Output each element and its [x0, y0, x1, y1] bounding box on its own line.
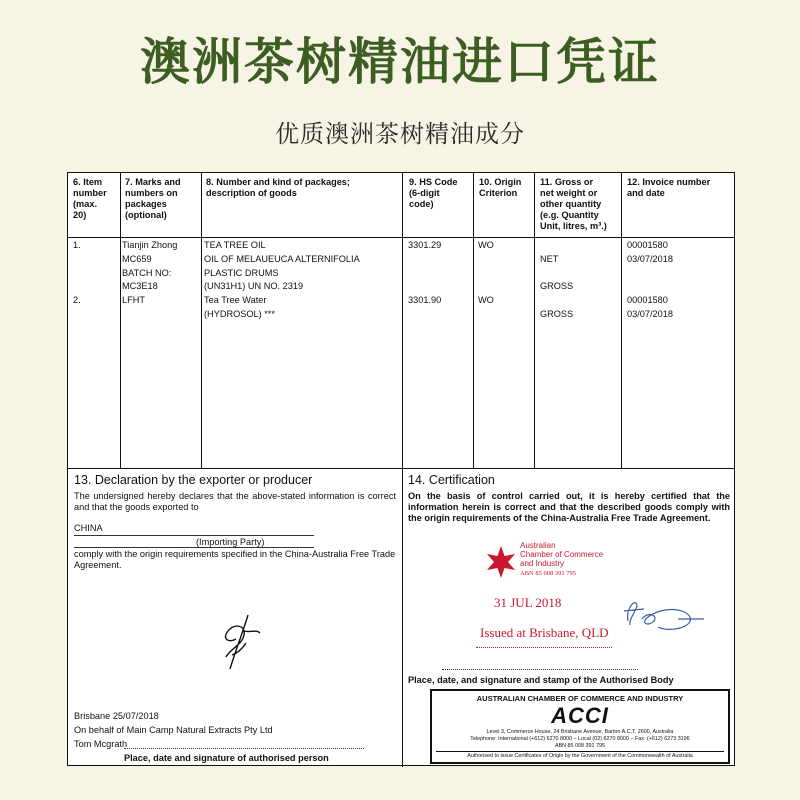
declaration-title: 13. Declaration by the exporter or producer	[74, 473, 313, 487]
certificate-of-origin-form	[67, 172, 735, 766]
header-invoice: 12. Invoice number and date	[627, 177, 711, 198]
declaration-text: The undersigned hereby declares that the above-stated information is correct and that the goods exported to	[74, 491, 396, 512]
header-weight: 11. Gross or net weight or other quantity (e.g. Quantity Unit, litres, m³.)	[540, 177, 607, 231]
packages-column: TEA TREE OIL OIL OF MELAUEUCA ALTERNIFOLIA PLASTIC DRUMS (UN31H1) UN NO. 2319 Tea Tree Water (HYDROSOL) ***	[204, 240, 360, 319]
origin-column: WO WO	[478, 240, 494, 306]
header-item-number: 6. Item number (max. 20)	[73, 177, 107, 220]
certification-footer: Place, date, and signature and stamp of the Authorised Body	[408, 675, 674, 685]
chamber-star-icon	[484, 545, 518, 579]
declaration-place-date: Brisbane 25/07/2018	[74, 711, 159, 721]
importing-party-underline	[74, 547, 314, 548]
certifier-signature	[618, 593, 708, 637]
weight-column: NET GROSS GROSS	[540, 253, 574, 319]
acci-phone: Telephone: International (+612) 6270 8000 – Local (02) 6270 8000 – Fax: (+612) 6273 3196	[470, 736, 690, 742]
header-hs-code: 9. HS Code (6-digit code)	[409, 177, 458, 209]
stamp-underline	[476, 647, 612, 648]
acci-abn: ABN 85 008 391 795	[554, 743, 606, 749]
acci-logo: ACCI	[551, 703, 609, 728]
page-headline: 澳洲茶树精油进口凭证	[140, 33, 660, 91]
importing-country: CHINA	[74, 523, 103, 533]
comply-text: comply with the origin requirements specified in the China-Australia Free Trade Agreement.	[74, 549, 396, 570]
header-origin: 10. Origin Criterion	[479, 177, 522, 198]
acci-org-name: AUSTRALIAN CHAMBER OF COMMERCE AND INDUSTRY	[476, 694, 684, 703]
header-marks: 7. Marks and numbers on packages (optional)	[125, 177, 181, 220]
declaration-footer: Place, date and signature of authorised person	[124, 753, 329, 763]
col-divider	[201, 173, 202, 468]
item-number-column: 1. 2.	[73, 240, 81, 306]
certification-title: 14. Certification	[408, 473, 495, 487]
chamber-name-line-3: and Industry	[520, 559, 565, 568]
col-divider	[621, 173, 622, 468]
acci-divider	[436, 751, 724, 752]
stamp-date: 31 JUL 2018	[494, 595, 562, 610]
page-subheadline: 优质澳洲茶树精油成分	[275, 120, 525, 148]
certification-signature-line	[442, 669, 638, 670]
chamber-name-line-1: Australian	[520, 541, 556, 550]
acci-address: Level 3, Commerce House, 24 Brisbane Avenue, Barton A.C.T. 2600, Australia	[486, 729, 674, 735]
marks-column: Tianjin Zhong MC659 BATCH NO: MC3E18 LFHT	[122, 240, 178, 306]
col-divider	[473, 173, 474, 468]
certification-text: On the basis of control carried out, it is hereby certified that the information herein is correct and that the described goods comply with the origin requirements of the China-Australia Free Trade Agreement.	[408, 491, 730, 523]
declaration-signature-line	[124, 748, 364, 749]
invoice-column: 00001580 03/07/2018 00001580 03/07/2018	[627, 240, 673, 319]
col-divider	[534, 173, 535, 468]
chamber-name-line-2: Chamber of Commerce	[520, 550, 604, 559]
col-divider	[120, 173, 121, 468]
country-underline	[74, 535, 314, 536]
acci-authorised: Authorised to issue Certificates of Origin by the Government of the Commonwealth of Australia	[467, 753, 693, 759]
exporter-signature	[208, 609, 268, 679]
acci-stamp-box	[430, 689, 730, 764]
hs-code-column: 3301.29 3301.90	[408, 240, 442, 306]
stamp-place: Issued at Brisbane, QLD	[480, 625, 609, 640]
section-divider	[68, 468, 734, 469]
signatory-name: Tom Mcgrath	[74, 739, 128, 749]
header-divider	[68, 237, 734, 238]
header-packages: 8. Number and kind of packages; description of goods	[206, 177, 350, 198]
chamber-abn: ABN 85 008 391 795	[520, 570, 576, 577]
on-behalf-of: On behalf of Main Camp Natural Extracts Pty Ltd	[74, 725, 273, 735]
col-divider	[402, 173, 403, 767]
importing-party-label: (Importing Party)	[196, 537, 265, 547]
